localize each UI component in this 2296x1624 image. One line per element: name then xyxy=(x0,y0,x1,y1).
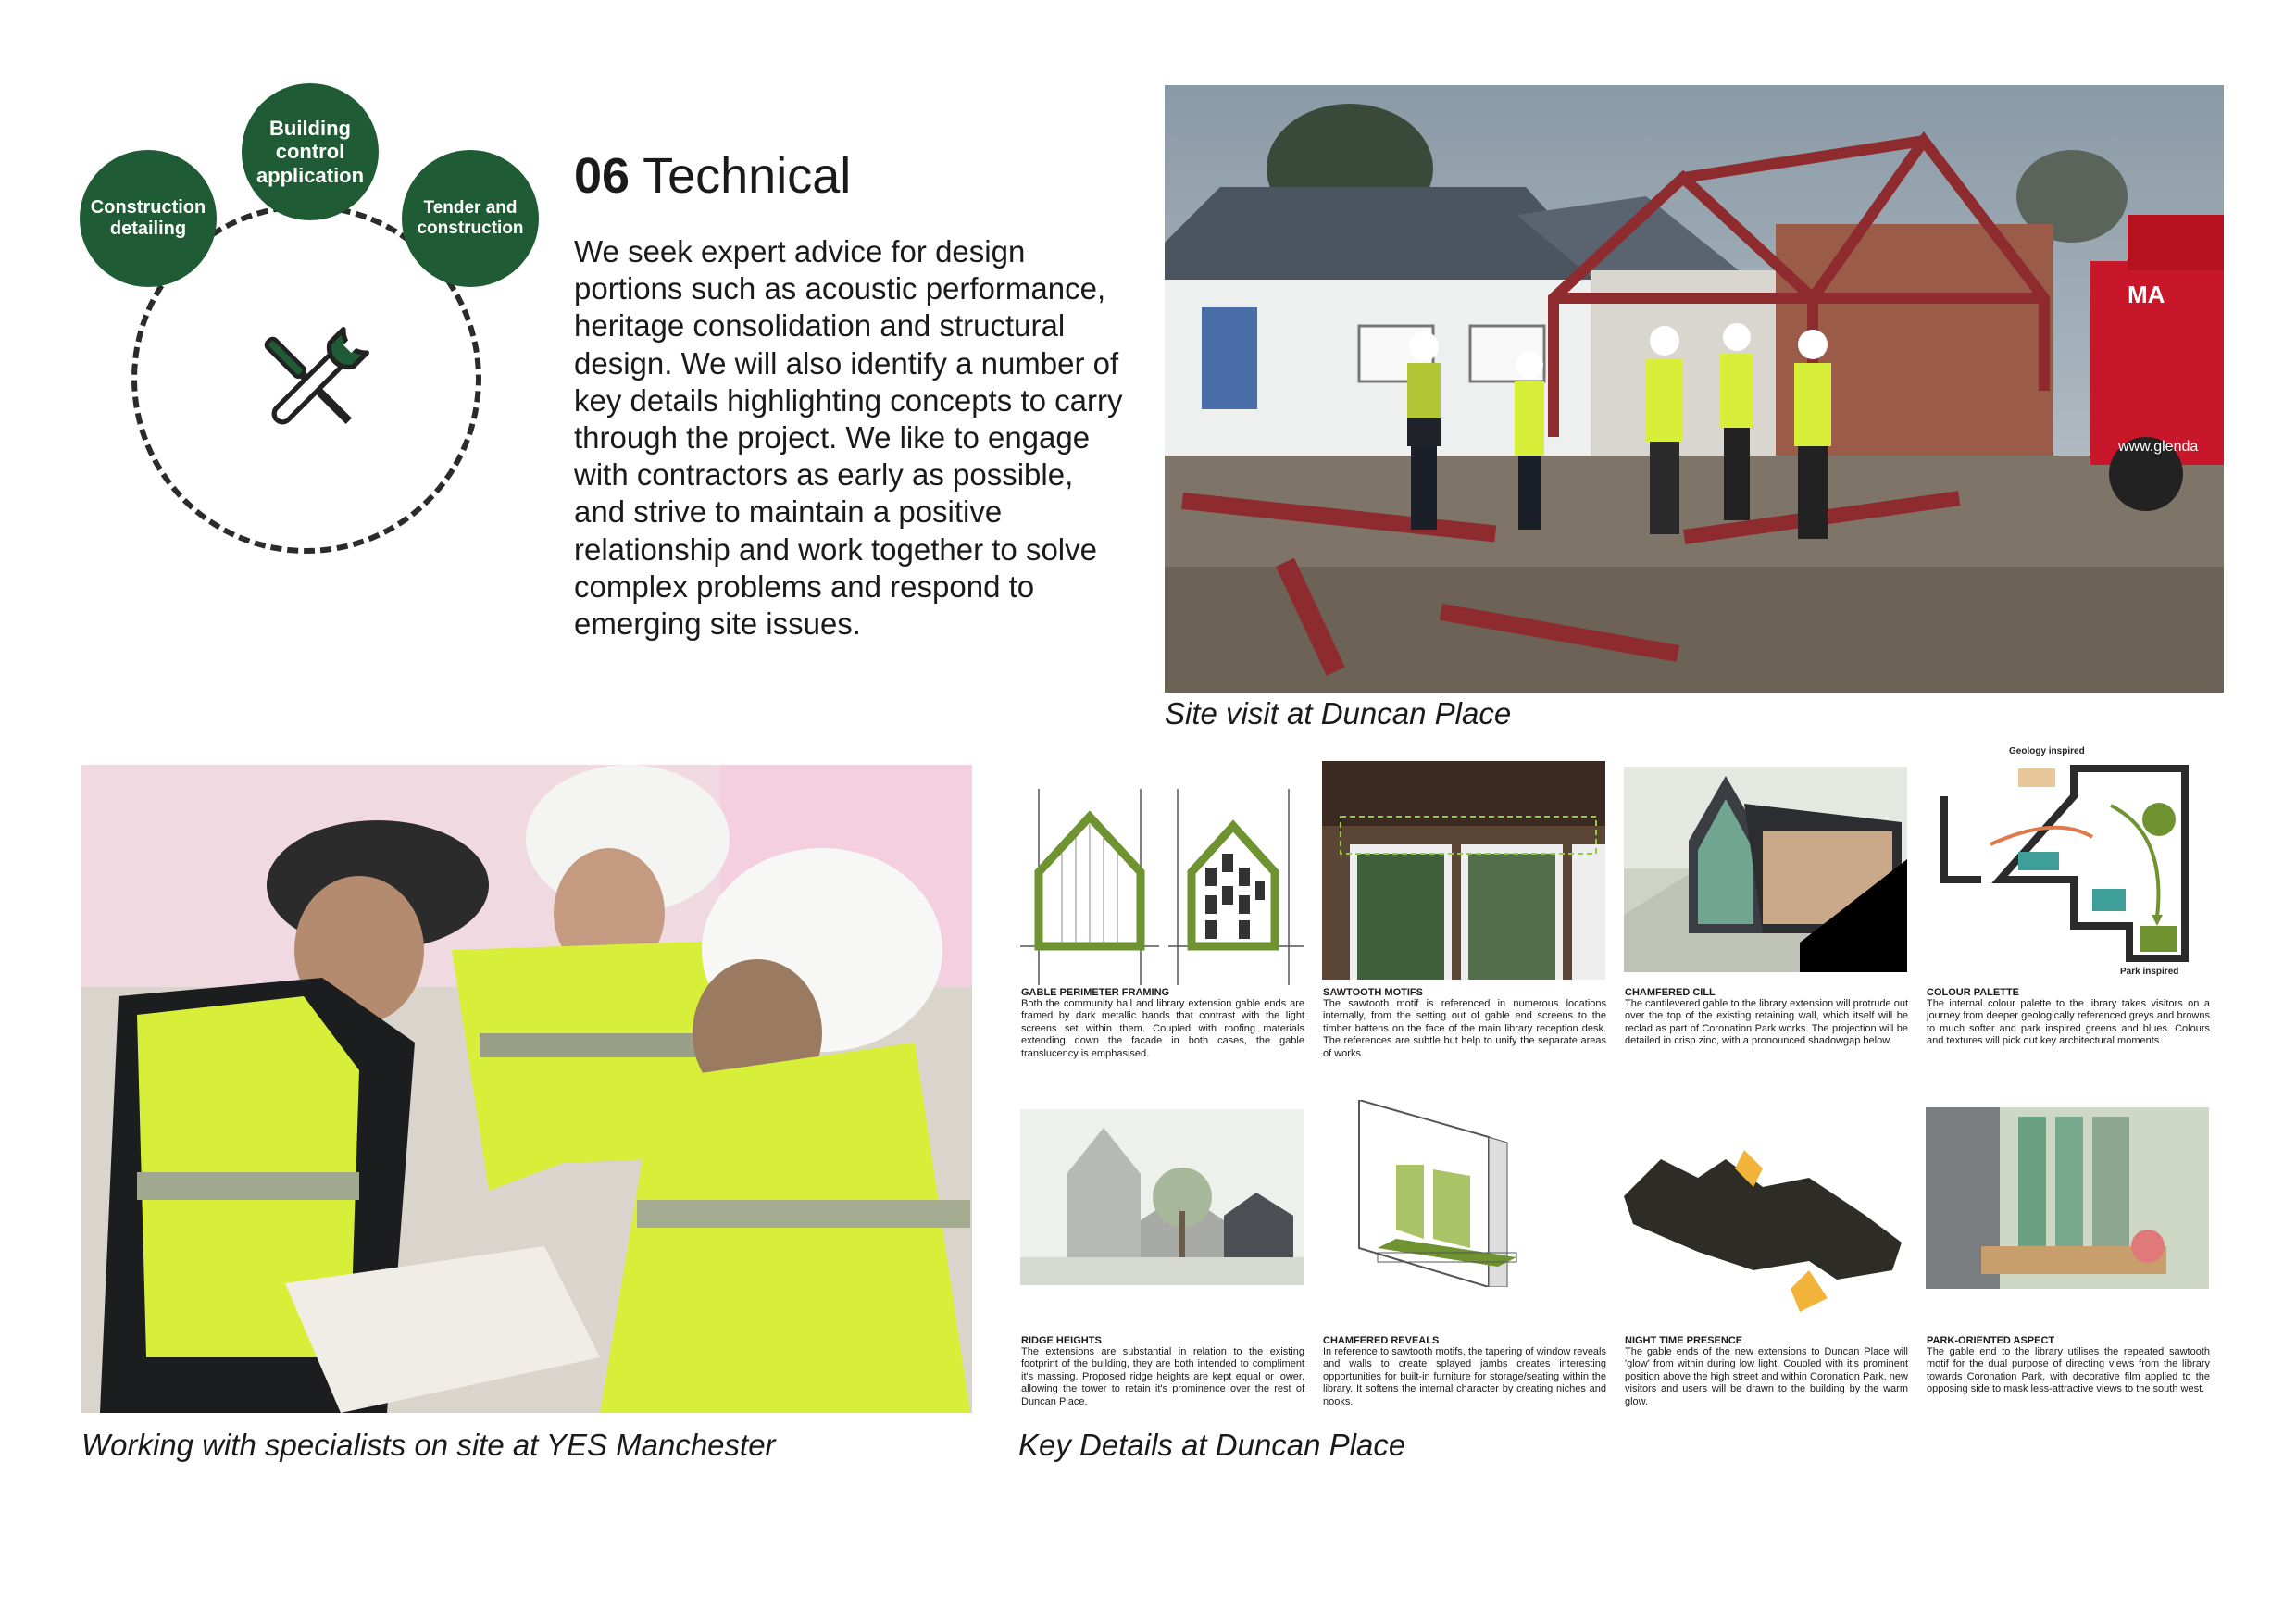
stage-construction-detailing xyxy=(80,150,217,287)
card-title: CHAMFERED REVEALS xyxy=(1323,1335,1440,1346)
card-text: The gable end to the library utilises the repeated sawtooth motif for the dual purpose of directing views from the library towards Coronation Park, with decorative film applied to the opposing side to mask less-attractive views to the south west. xyxy=(1927,1346,2210,1395)
card-text: The extensions are substantial in relation to the existing footprint of the building, they are both intended to compliment it's massing. Proposed ridge heights are kept equal or lower, allowing the tower to retain it's prominence over the rest of Duncan Place. xyxy=(1021,1346,1304,1407)
intro-paragraph: We seek expert advice for design portions such as acoustic performance, heritage consolidation and structural design. We will also identify a number of key details highlighting concepts to carry through the project. We like to engage with contractors as early as possible, and strive to maintain a positive relationship and work together to solve complex problems and respond to emerging site issues. xyxy=(574,234,1123,642)
ridge-heights-render xyxy=(1020,1109,1304,1285)
stage-label-line: construction xyxy=(417,219,524,238)
stage-label-line: Tender and xyxy=(423,198,518,219)
card-text: The cantilevered gable to the library extension will protrude out over the top of the existing retaining wall, which itself will be reclad as part of Coronation Park works. The projection will be detailed in crisp zinc, with a pronounced shadowgap below. xyxy=(1625,998,1908,1047)
specialists-photo xyxy=(81,765,972,1413)
card-title: CHAMFERED CILL xyxy=(1625,987,1716,998)
card-title: PARK-ORIENTED ASPECT xyxy=(1927,1335,2055,1346)
card-title: SAWTOOTH MOTIFS xyxy=(1323,987,1423,998)
chamfered-cill-render xyxy=(1624,767,1907,972)
card-text: Both the community hall and library extension gable ends are framed by dark metallic bands that contrast with the light screens set within them. Coupled with roofing materials extending down the facade in both cases, the gable translucency is emphasised. xyxy=(1021,998,1304,1059)
card-text: In reference to sawtooth motifs, the tapering of window reveals and walls to create splayed jambs creates interesting opportunities for built-in furniture for storage/seating within the library. It softens the internal character by creating niches and nooks. xyxy=(1323,1346,1606,1407)
card-text: The gable ends of the new extensions to Duncan Place will 'glow' from within during low light. Coupled with it's prominent position above the high street and within Coronation Park, new visitors and users will be drawn to the building by the warm glow. xyxy=(1625,1346,1908,1407)
card-title: NIGHT TIME PRESENCE xyxy=(1625,1335,1743,1346)
card-title: GABLE PERIMETER FRAMING xyxy=(1021,987,1170,998)
stage-label-line: application xyxy=(256,163,365,187)
stage-label-line: Building xyxy=(269,117,351,141)
night-presence-massing xyxy=(1624,1141,1907,1317)
machine-mark: MA xyxy=(2128,281,2165,308)
park-aspect-render xyxy=(1926,1107,2209,1289)
card-title: RIDGE HEIGHTS xyxy=(1021,1335,1102,1346)
stage-label-line: control xyxy=(275,140,345,164)
wrench-screwdriver-icon xyxy=(243,315,381,454)
stage-building-control xyxy=(242,83,379,220)
geology-label: Geology inspired xyxy=(2009,746,2085,756)
card-title: COLOUR PALETTE xyxy=(1927,987,2020,998)
specialists-caption: Working with specialists on site at YES Manchester xyxy=(81,1428,776,1462)
stage-label-line: detailing xyxy=(109,219,187,239)
key-details-caption: Key Details at Duncan Place xyxy=(1018,1428,1406,1462)
page-title xyxy=(574,146,851,206)
section-title: Technical xyxy=(643,148,852,204)
gable-framing-drawing xyxy=(1020,780,1304,985)
park-label: Park inspired xyxy=(2120,967,2179,977)
card-text: The internal colour palette to the library takes visitors on a journey from deeper geologically referenced greys and browns to much softer and park inspired greens and blues. Colours and textures will pick out key architectural moments xyxy=(1927,998,2210,1047)
machine-website: www.glenda xyxy=(2118,439,2199,455)
sawtooth-motifs-photo xyxy=(1322,761,1605,980)
site-visit-photo xyxy=(1165,85,2224,693)
section-number: 06 xyxy=(574,148,630,204)
stage-tender-construction xyxy=(402,150,539,287)
chamfered-reveals-diagram xyxy=(1322,1100,1605,1287)
site-visit-caption: Site visit at Duncan Place xyxy=(1165,696,1512,731)
stage-label-line: Construction xyxy=(90,197,206,218)
card-text: The sawtooth motif is referenced in numerous locations internally, from the setting out of gable end screens to the timber battens on the face of the main library reception desk. The references are subtle but help to unify the separate areas of works. xyxy=(1323,998,1606,1059)
colour-palette-plan xyxy=(1926,741,2209,983)
